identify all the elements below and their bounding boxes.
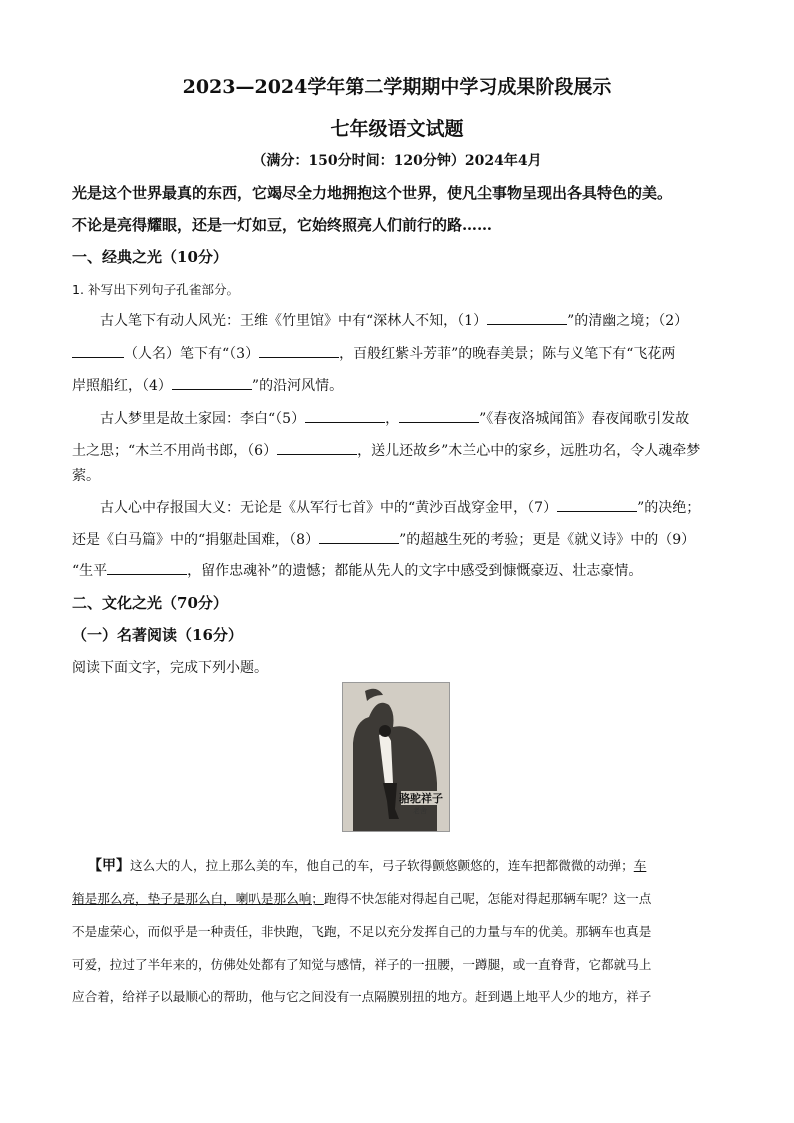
p1-line-2: （人名）笔下有“（3） ，百般红紫斗芳菲”的晚春美景；陈与义笔下有“飞花两 bbox=[72, 343, 724, 363]
answer-blank-6[interactable] bbox=[277, 440, 357, 455]
reading-instruction: 阅读下面文字，完成下列小题。 bbox=[72, 660, 268, 676]
p1-line-1: 古人笔下有动人风光：王维《竹里馆》中有“深林人不知，（1） ”的清幽之境；（2） bbox=[100, 310, 752, 330]
p3-line-3: “生平 ，留作忠魂补”的遗憾；都能从先人的文字中感受到慷慨豪迈、壮志豪情。 bbox=[72, 560, 724, 580]
p2-line-1: 古人梦里是故土家园：李白“（5） ， ”《春夜洛城闻笛》春夜闻歌引发故 bbox=[100, 408, 752, 428]
passage-label: 【甲】 bbox=[88, 858, 130, 874]
p3-line-1: 古人心中存报国大义：无论是《从军行七首》中的“黄沙百战穿金甲，（7） ”的决绝； bbox=[100, 497, 752, 517]
section2-sub-heading: （一）名著阅读（16分） bbox=[72, 626, 243, 644]
p1-line-3: 岸照船红，（4） ”的沿河风情。 bbox=[72, 375, 724, 395]
passage-line-2: 箱是那么亮，垫子是那么白，喇叭是那么响；跑得不快怎能对得起自己呢，怎能对得起那辆车呢？这一点 bbox=[72, 891, 652, 906]
answer-blank-2[interactable] bbox=[72, 343, 124, 358]
answer-blank-5a[interactable] bbox=[305, 408, 385, 423]
answer-blank-1[interactable] bbox=[487, 310, 567, 325]
passage-line-3: 不是虚荣心，而似乎是一种责任，非快跑，飞跑，不足以充分发挥自己的力量与车的优美。那辆车也真是 bbox=[72, 924, 652, 939]
book-cover-image bbox=[342, 682, 450, 832]
answer-blank-4[interactable] bbox=[172, 375, 252, 390]
passage-line-5: 应合着，给祥子以最顺心的帮助，他与它之间没有一点隔膜别扭的地方。赶到遇上地平人少的地方，祥子 bbox=[72, 989, 652, 1004]
section1-heading: 一、经典之光（10分） bbox=[72, 248, 228, 266]
answer-blank-5b[interactable] bbox=[399, 408, 479, 423]
exam-title: 2023—2024学年第二学期期中学习成果阶段展示 bbox=[182, 76, 612, 98]
answer-blank-3[interactable] bbox=[259, 343, 339, 358]
cover-title: 骆驼祥子 bbox=[399, 792, 443, 805]
p2-line-3: 萦。 bbox=[72, 468, 100, 484]
answer-blank-8[interactable] bbox=[319, 529, 399, 544]
passage-line-1: 【甲】这么大的人，拉上那么美的车，他自己的车，弓子软得颤悠颤悠的，连车把都微微的动弹；车 bbox=[88, 858, 647, 874]
p2-line-2: 土之思；“木兰不用尚书郎，（6） ，送儿还故乡”木兰心中的家乡，远胜功名，令人魂牵梦 bbox=[72, 440, 724, 460]
p3-line-2: 还是《白马篇》中的“捐躯赴国难，（8） ”的超越生死的考验；更是《就义诗》中的（9） bbox=[72, 529, 724, 549]
intro-line-1: 光是这个世界最真的东西，它竭尽全力地拥抱这个世界，使凡尘事物呈现出各具特色的美。 bbox=[72, 184, 673, 202]
exam-meta: （满分：150分时间：120分钟）2024年4月 bbox=[252, 153, 542, 169]
passage-line-4: 可爱，拉过了半年来的，仿佛处处都有了知觉与感情，祥子的一扭腰，一蹲腿，或一直脊背，它都就马上 bbox=[72, 957, 652, 972]
section2-heading: 二、文化之光（70分） bbox=[72, 594, 228, 612]
cover-author: 老舍 bbox=[413, 807, 427, 815]
camel-figure-illustration bbox=[343, 683, 449, 831]
answer-blank-7[interactable] bbox=[557, 497, 637, 512]
question-1: 1. 补写出下列句子孔雀部分。 bbox=[72, 282, 240, 297]
intro-line-2: 不论是亮得耀眼，还是一灯如豆，它始终照亮人们前行的路…… bbox=[72, 216, 493, 234]
answer-blank-9[interactable] bbox=[107, 560, 187, 575]
exam-subtitle: 七年级语文试题 bbox=[330, 118, 464, 140]
